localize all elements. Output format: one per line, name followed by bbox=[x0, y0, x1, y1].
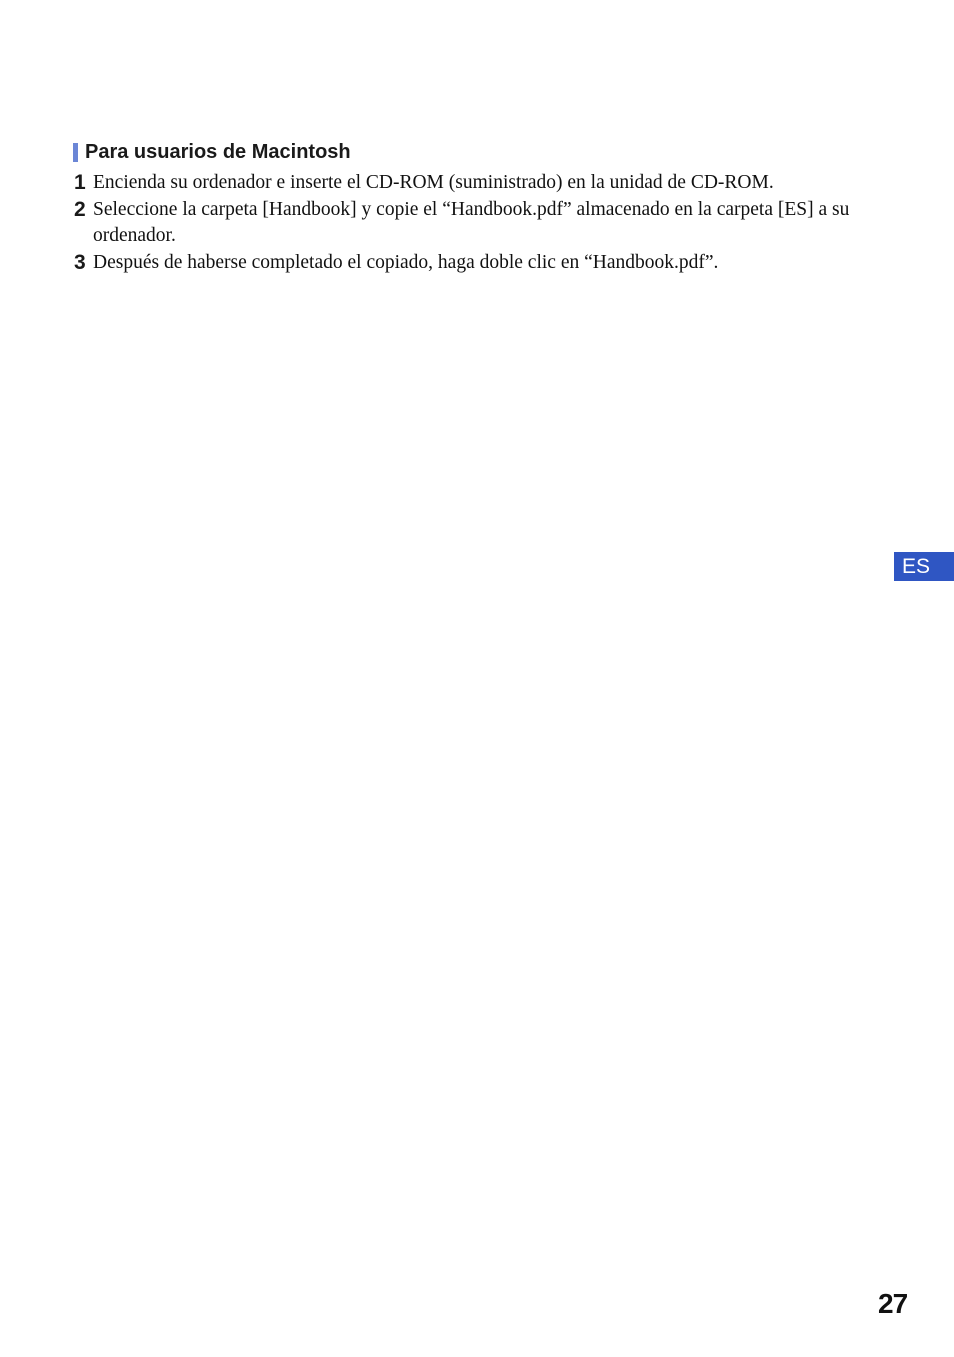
step-text: Encienda su ordenador e inserte el CD-ROM (suministrado) en la unidad de CD-ROM. bbox=[93, 172, 774, 193]
step-item bbox=[74, 250, 874, 277]
step-number: 3 bbox=[74, 250, 86, 274]
page-number: 27 bbox=[878, 1288, 908, 1319]
step-item bbox=[74, 170, 874, 197]
step-text: Después de haberse completado el copiado, haga doble clic en “Handbook.pdf”. bbox=[93, 251, 719, 273]
heading-marker bbox=[73, 143, 78, 162]
language-tab: ES bbox=[894, 552, 954, 581]
step-item bbox=[74, 197, 874, 250]
step-text: Seleccione la carpeta [Handbook] y copie el “Handbook.pdf” almacenado en la carpeta [ES] a su ordenador. bbox=[93, 198, 850, 246]
steps-list bbox=[74, 170, 874, 276]
step-number: 2 bbox=[74, 197, 86, 221]
section-title: Para usuarios de Macintosh bbox=[85, 141, 351, 163]
step-number: 1 bbox=[74, 171, 86, 194]
section-heading bbox=[73, 140, 351, 164]
